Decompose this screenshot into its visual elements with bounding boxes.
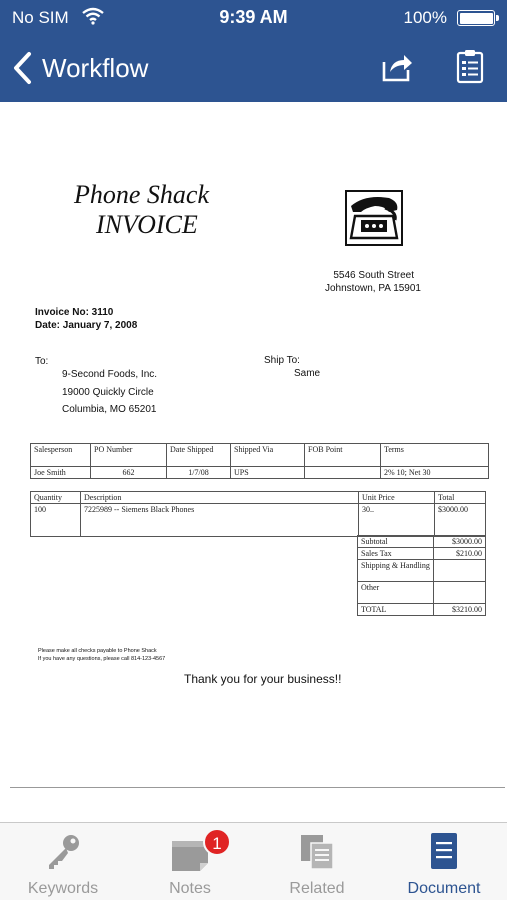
status-bar (0, 0, 507, 36)
notes-badge: 1 (203, 828, 231, 856)
to-line: 9-Second Foods, Inc. (62, 369, 158, 380)
share-icon[interactable] (380, 50, 414, 84)
table-header-cell: PO Number (91, 444, 167, 467)
to-line: Columbia, MO 65201 (62, 404, 157, 415)
table-header-row (31, 444, 489, 467)
totals-value (434, 560, 486, 582)
key-icon (43, 831, 83, 871)
table-header-row (31, 492, 486, 504)
tab-keywords[interactable] (0, 823, 126, 900)
totals-label: Sales Tax (358, 548, 434, 560)
totals-value: $3000.00 (434, 536, 486, 548)
table-header-cell: Date Shipped (167, 444, 231, 467)
to-label: To: (35, 356, 49, 367)
table-cell: 100 (31, 504, 81, 537)
back-button[interactable] (10, 48, 148, 88)
table-header-cell: Description (81, 492, 359, 504)
tab-bar (0, 822, 507, 900)
table-header-cell: Salesperson (31, 444, 91, 467)
company-address-city: Johnstown, PA 15901 (325, 283, 421, 294)
table-header-cell: FOB Point (305, 444, 381, 467)
tab-related[interactable] (254, 823, 380, 900)
ship-to-value: Same (294, 368, 321, 379)
order-details-table (30, 443, 489, 479)
totals-value: $3210.00 (434, 604, 486, 616)
table-cell: 7225989 -- Siemens Black Phones (81, 504, 359, 537)
back-label: Workflow (42, 52, 149, 83)
totals-row (358, 536, 486, 548)
payment-note: Please make all checks payable to Phone Shack (38, 648, 157, 654)
totals-value: $210.00 (434, 548, 486, 560)
table-header-cell: Terms (381, 444, 489, 467)
totals-label: Other (358, 582, 434, 604)
chevron-left-icon (10, 50, 34, 86)
document-divider (10, 787, 505, 788)
table-cell: 1/7/08 (167, 467, 231, 479)
to-line: 19000 Quickly Circle (62, 387, 154, 398)
table-cell: 2% 10; Net 30 (381, 467, 489, 479)
totals-table (357, 535, 486, 616)
table-cell: Joe Smith (31, 467, 91, 479)
totals-label: Shipping & Handling (358, 560, 434, 582)
totals-label: Subtotal (358, 536, 434, 548)
invoice-number: Invoice No: 3110 (35, 307, 114, 318)
clipboard-icon[interactable] (454, 48, 486, 84)
table-cell: 30.. (359, 504, 435, 537)
company-address-street: 5546 South Street (333, 270, 414, 281)
table-cell: $3000.00 (435, 504, 486, 537)
tab-label: Document (407, 880, 481, 897)
table-header-cell: Shipped Via (231, 444, 305, 467)
table-row (31, 467, 489, 479)
document-title: INVOICE (96, 210, 198, 239)
clock: 9:39 AM (219, 7, 288, 27)
tab-document[interactable] (381, 823, 507, 900)
totals-value (434, 582, 486, 604)
battery-percentage: 100% (403, 8, 447, 27)
table-cell (305, 467, 381, 479)
table-row (31, 504, 486, 537)
table-header-cell: Unit Price (359, 492, 435, 504)
tab-label: Keywords (27, 880, 99, 897)
table-header-cell: Total (435, 492, 486, 504)
totals-label: TOTAL (358, 604, 434, 616)
tab-label: Related (289, 880, 345, 897)
tab-label: Notes (169, 880, 211, 897)
totals-row (358, 560, 486, 582)
table-cell: 662 (91, 467, 167, 479)
table-header-cell: Quantity (31, 492, 81, 504)
contact-note: If you have any questions, please call 814-123-4567 (38, 656, 166, 662)
ship-to-label: Ship To: (264, 355, 300, 366)
totals-row (358, 548, 486, 560)
app-header (0, 0, 507, 102)
invoice-document[interactable] (0, 102, 507, 822)
totals-row (358, 604, 486, 616)
line-items-table (30, 491, 486, 537)
tab-notes[interactable] (127, 823, 253, 900)
related-documents-icon (297, 831, 337, 871)
table-cell: UPS (231, 467, 305, 479)
company-title: Phone Shack (74, 180, 210, 209)
telephone-logo-icon (345, 190, 403, 246)
document-icon (424, 831, 464, 871)
invoice-date: Date: January 7, 2008 (35, 320, 138, 331)
carrier-label: No SIM (12, 8, 69, 27)
totals-row (358, 582, 486, 604)
thank-you-message: Thank you for your business!! (184, 672, 342, 686)
battery-icon (457, 10, 495, 26)
